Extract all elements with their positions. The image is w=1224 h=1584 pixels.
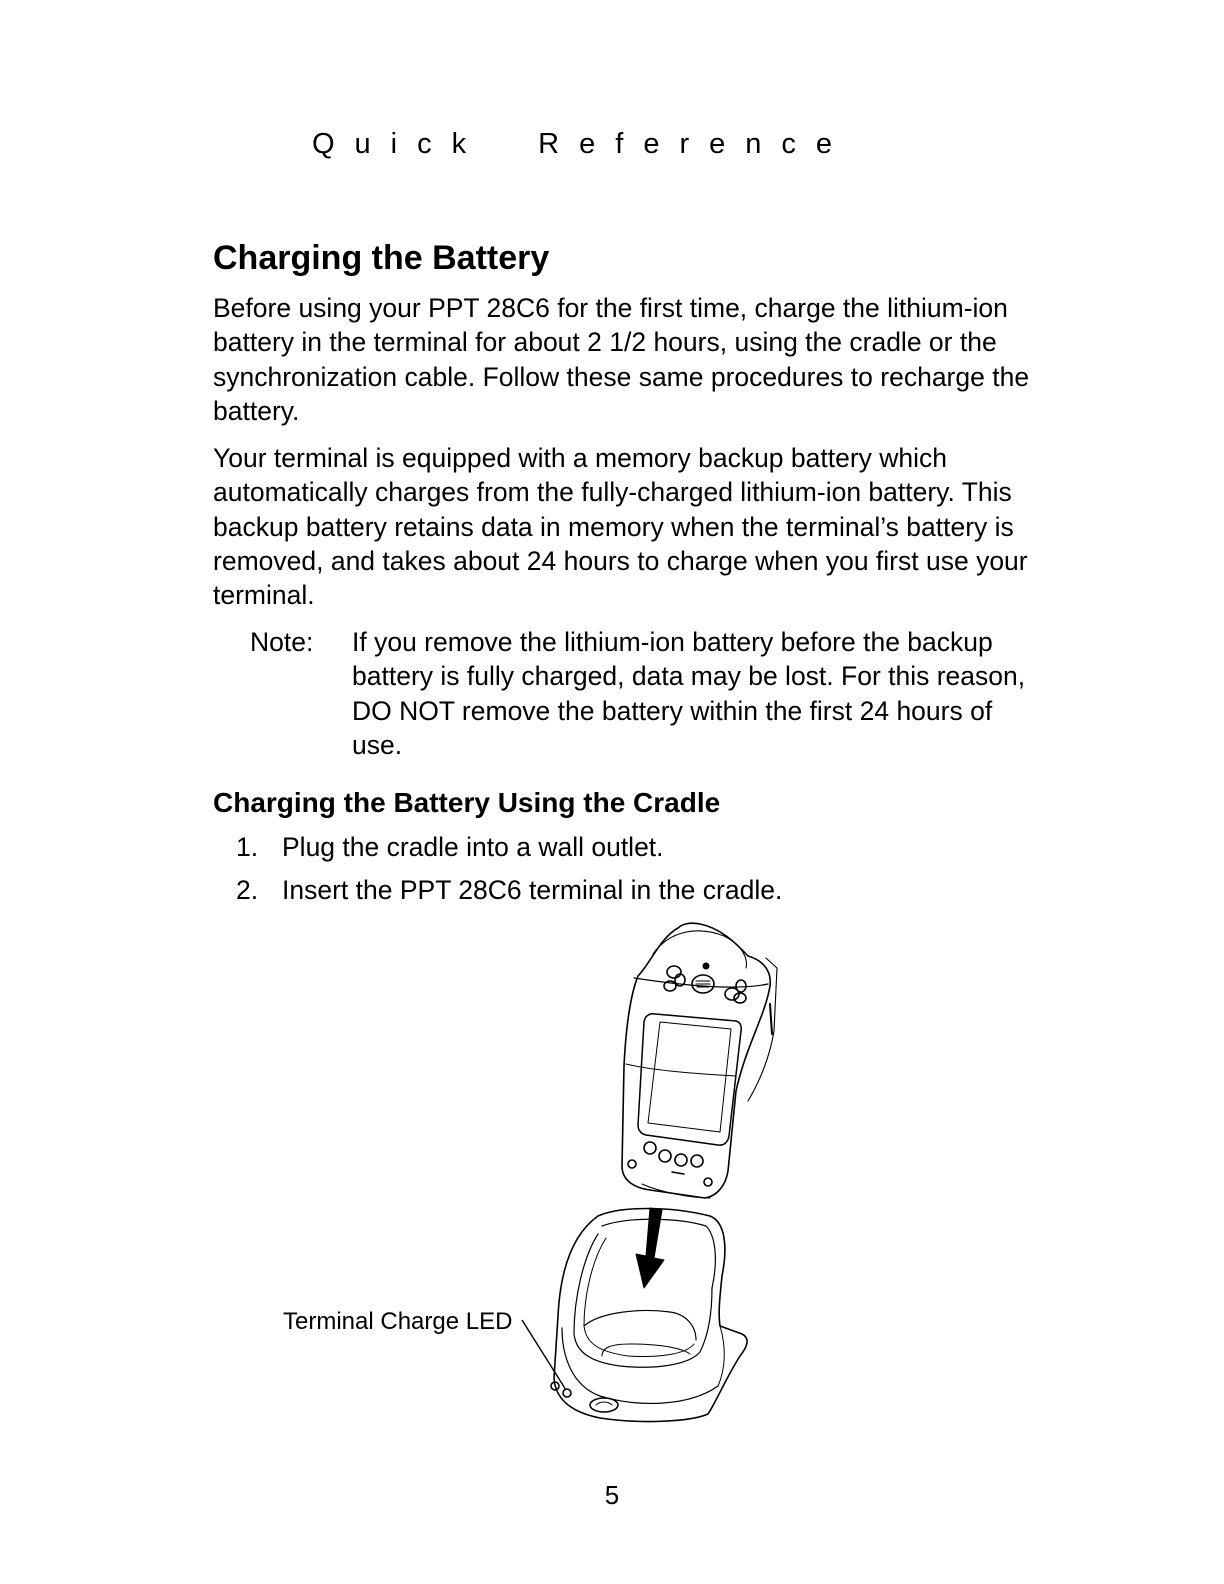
step-item — [236, 832, 664, 863]
step-item — [236, 875, 782, 906]
page-number: 5 — [604, 1480, 620, 1510]
note-label: Note: — [250, 627, 314, 657]
step-text: Plug the cradle into a wall outlet. — [282, 832, 664, 862]
step-number: 1. — [236, 832, 259, 862]
note-text: If you remove the lithium-ion battery before the backup battery is fully charged, data may be lost. For this reason, DO NOT remove the battery within the first 24 hours of use. — [352, 627, 1026, 760]
step-number: 2. — [236, 875, 259, 905]
running-head: Quick Reference — [312, 128, 852, 160]
callout-terminal-charge-led: Terminal Charge LED — [283, 1308, 513, 1335]
subsection-title: Charging the Battery Using the Cradle — [213, 787, 721, 818]
section-title: Charging the Battery — [213, 239, 550, 277]
step-text: Insert the PPT 28C6 terminal in the cradle. — [282, 875, 783, 905]
paragraph-initial-charge: Before using your PPT 28C6 for the first time, charge the lithium-ion battery in the terminal for about 2 1/2 hours, using the cradle or the synchronization cable. Follow these same procedures to recharge the battery. — [213, 293, 1030, 426]
terminal-device — [622, 923, 777, 1198]
paragraph-backup-battery: Your terminal is equipped with a memory backup battery which automatically charges from the fully-charged lithium-ion battery. This backup battery retains data in memory when the terminal’s battery is removed, and takes about 24 hours to charge when you first use your terminal. — [213, 443, 1028, 611]
callout-leader-line — [520, 1318, 580, 1408]
